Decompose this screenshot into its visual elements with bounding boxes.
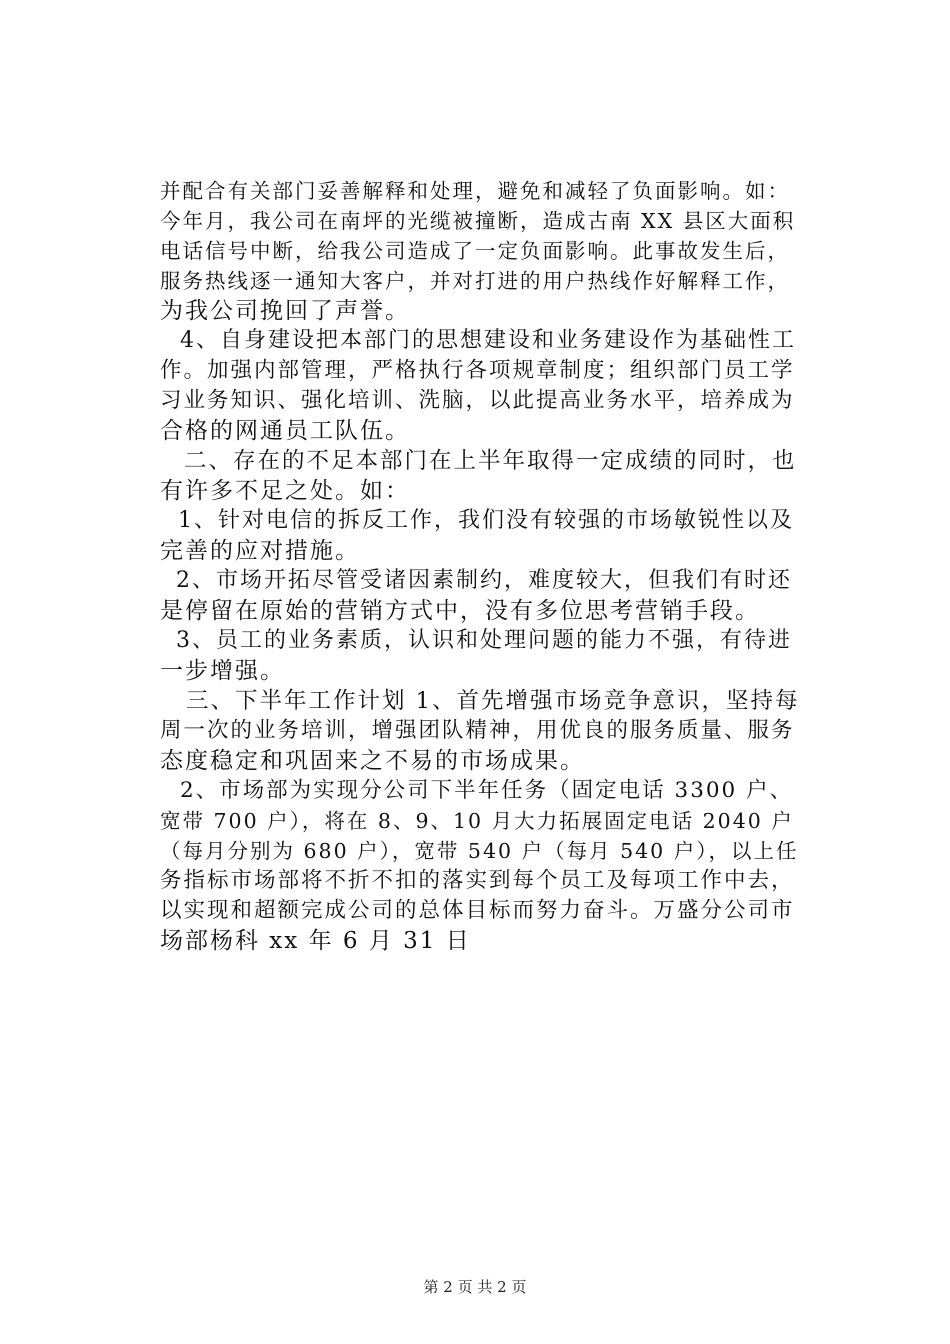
- text-line: 周一次的业务培训，增强团队精神，用优良的服务质量、服务: [160, 718, 795, 743]
- text-line: 三、下半年工作计划 1、首先增强市场竞争意识，坚持每: [186, 688, 800, 714]
- text-line: 宽带 700 户），将在 8、9、10 月大力拓展固定电话 2040 户: [160, 809, 794, 833]
- text-line: 合格的网通员工队伍。: [160, 418, 410, 444]
- text-line: 1、针对电信的拆反工作，我们没有较强的市场敏锐性以及: [178, 508, 794, 533]
- text-line: 作。加强内部管理，严格执行各项规章制度；组织部门员工学: [160, 358, 795, 383]
- text-line: 电话信号中断，给我公司造成了一定负面影响。此事故发生后，: [160, 239, 790, 263]
- text-line: 二、存在的不足本部门在上半年取得一定成绩的同时，也: [184, 448, 797, 474]
- text-line: 一步增强。: [160, 658, 285, 684]
- text-line: （每月分别为 680 户），宽带 540 户（每月 540 户），以上任: [160, 839, 799, 863]
- page-footer: 第 2 页 共 2 页: [423, 1278, 527, 1296]
- text-line: 4、自身建设把本部门的思想建设和业务建设作为基础性工: [180, 328, 796, 353]
- text-line: 为我公司挽回了声誉。: [160, 298, 410, 324]
- text-line: 场部杨科 xx 年 6 月 31 日: [160, 928, 471, 954]
- document-body: [160, 176, 800, 956]
- text-line: 态度稳定和巩固来之不易的市场成果。: [160, 748, 585, 774]
- text-line: 2、市场开拓尽管受诸因素制约，难度较大，但我们有时还: [176, 568, 792, 593]
- text-line: 习业务知识、强化培训、洗脑，以此提高业务水平，培养成为: [160, 388, 795, 413]
- text-line: 有许多不足之处。如：: [160, 478, 410, 504]
- text-line: 2、市场部为实现分公司下半年任务（固定电话 3300 户、: [180, 778, 794, 803]
- text-line: 务指标市场部将不折不扣的落实到每个员工及每项工作中去，: [160, 868, 795, 893]
- text-line: 完善的应对措施。: [160, 538, 360, 564]
- text-line: 并配合有关部门妥善解释和处理，避免和减轻了负面影响。如：: [160, 179, 790, 203]
- text-line: 3、员工的业务素质，认识和处理问题的能力不强，有待进: [176, 628, 792, 653]
- text-line: 服务热线逐一通知大客户，并对打进的用户热线作好解释工作，: [160, 269, 790, 293]
- text-line: 以实现和超额完成公司的总体目标而努力奋斗。万盛分公司市: [160, 898, 795, 923]
- text-line: 今年月，我公司在南坪的光缆被撞断，造成古南 XX 县区大面积: [160, 209, 796, 233]
- text-line: 是停留在原始的营销方式中，没有多位思考营销手段。: [160, 598, 760, 624]
